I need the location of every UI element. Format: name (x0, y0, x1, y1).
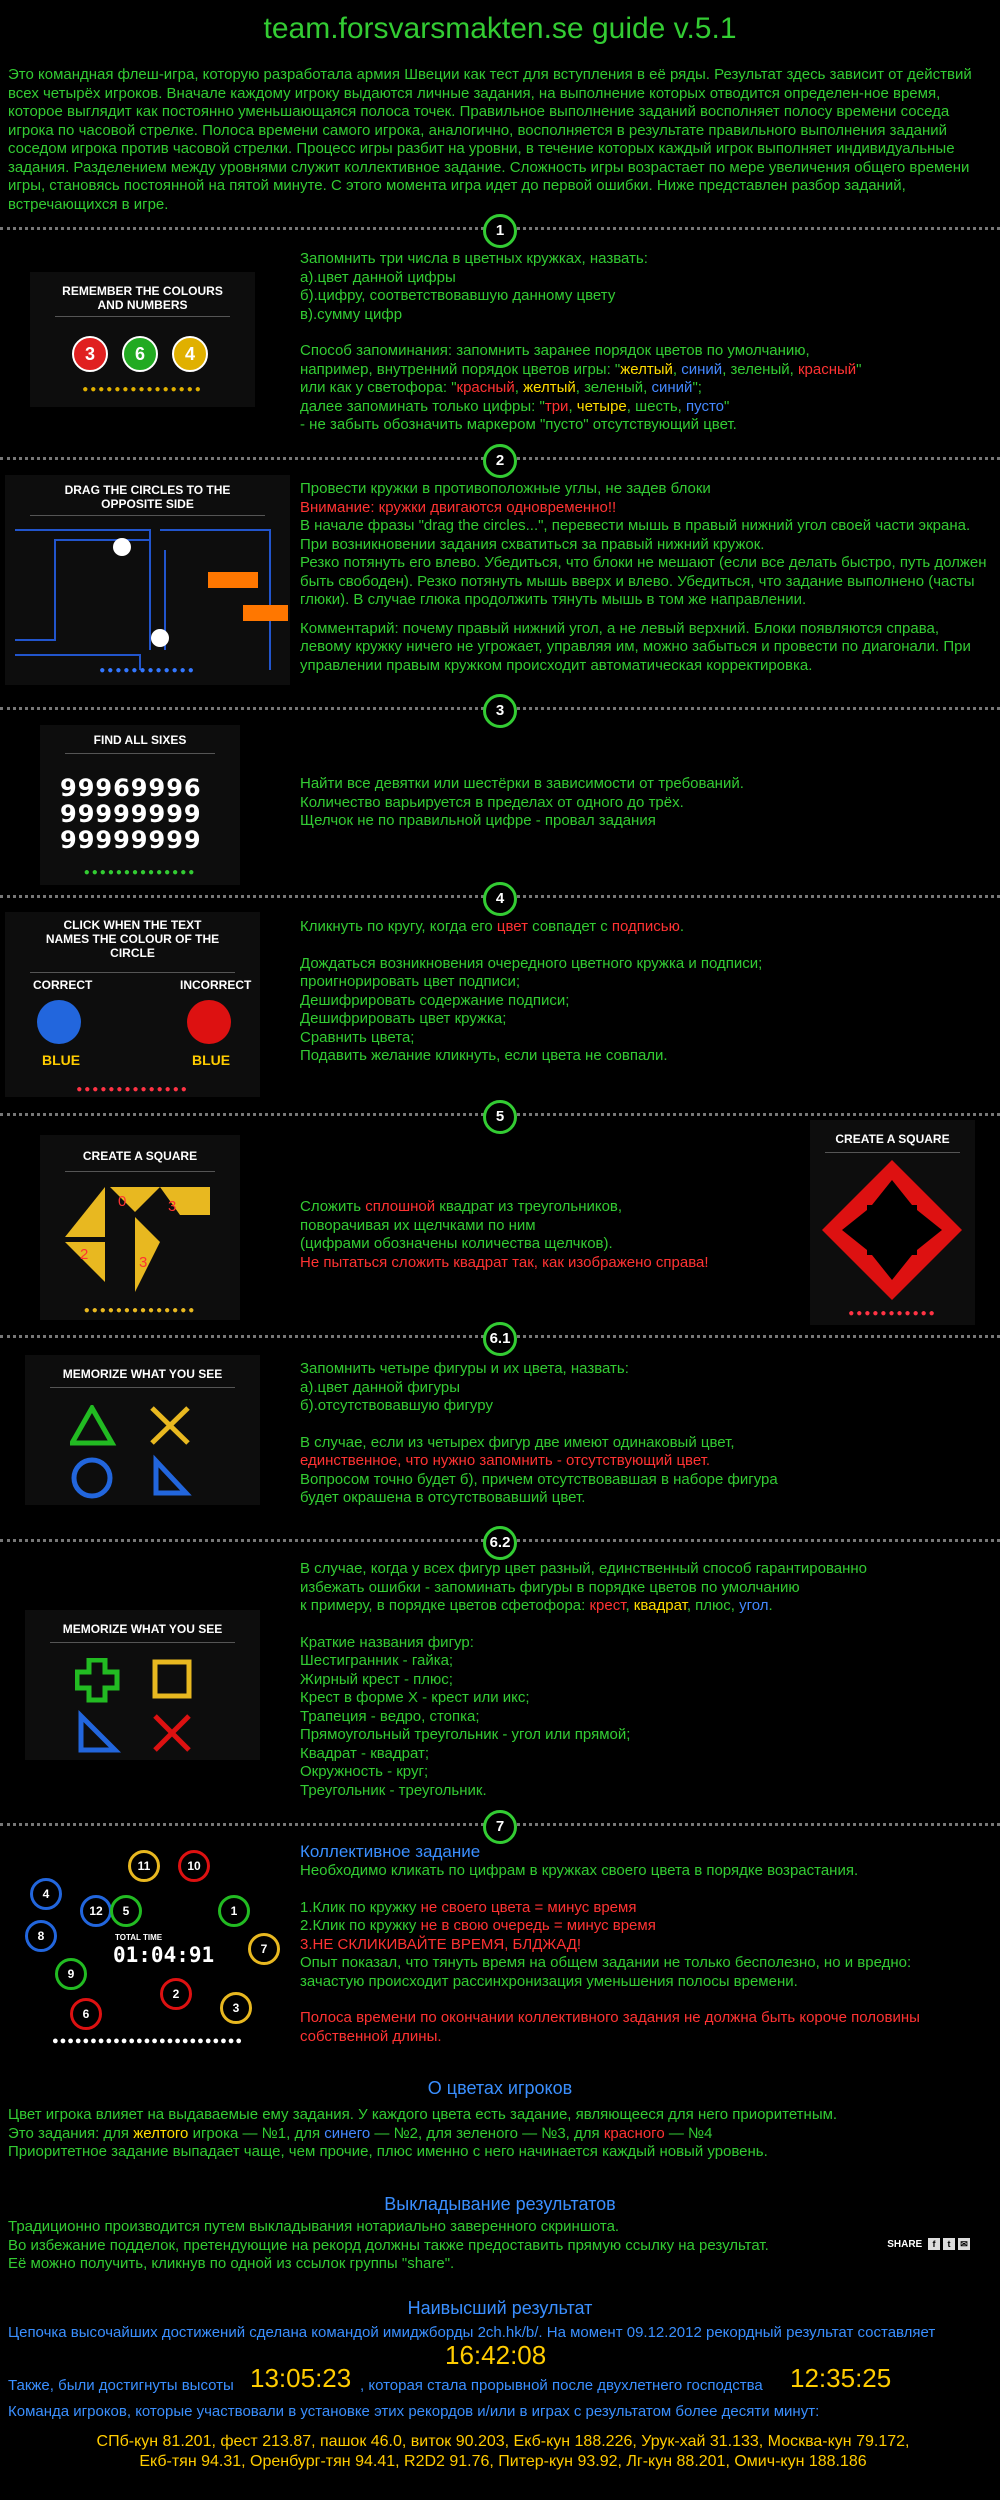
section-number: 2 (483, 444, 517, 478)
mail-icon: ✉ (958, 2238, 970, 2250)
section-3-text: Найти все девятки или шестёрки в зависимости от требований. Количество варьируется в пределах от одного до трёх. Щелчок не по правильной цифре - провал задания (300, 775, 744, 829)
red-circle: 3 (72, 336, 108, 372)
block (208, 572, 258, 588)
facebook-icon: f (928, 2238, 940, 2250)
time-bar: ●●●●●●●●●●●●●●●●●●●●●●●●● (51, 2035, 244, 2047)
collective-task-panel (5, 1840, 290, 2050)
maze-area[interactable] (5, 520, 290, 680)
section-number: 6.1 (483, 1322, 517, 1356)
bottom-circle (151, 629, 169, 647)
results-text: Традиционно производится путем выкладывания нотариально заверенного скриншота. Во избежание подделок, претендующие на рекорд должны также предоставить прямую ссылку на результат. Её можно получить, кликнув по одной из ссылок группы "share". (8, 2218, 769, 2272)
separator-4 (0, 882, 1000, 912)
svg-text:0: 0 (118, 1193, 127, 1210)
time-bar: ●●●●●●●●●●●● (99, 665, 196, 676)
task-panel-memorize-1 (25, 1355, 260, 1505)
time-bar: ●●●●●●●●●●●●●●● (82, 384, 203, 395)
number-circle[interactable]: 9 (55, 1958, 87, 1990)
section-5-text: Сложить сплошной квадрат из треугольников, поворачивая их щелчками по ним (цифрами обозначены количества щелчков). Не пытаться сложить квадрат так, как изображено справа! (300, 1198, 709, 1271)
total-time-value: 01:04:91 (113, 1943, 215, 1967)
intro-text: Это командная флеш-игра, которую разработала армия Швеции как тест для вступления в её ряды. Результат здесь зависит от действий всех четырёх игроков. Вначале каждому игроку выдаются личные задания, на выполнение которых отводится определен-ное время, которое выглядит как постоянно уменьшающаяся полоса точек. Правильное выполнение заданий восполняет полосу времени соседа игрока по часовой стрелке. Полоса времени самого игрока, аналогично, восполняется в результате правильного выполнения заданий соседом игрока против часовой стрелки. Процесс игры разбит на уровни, в течение которых каждый игрок выполняет индивидуальные задания. Разделением между уровнями служит коллективное задание. Сложность игры возрастает по мере увеличения общего времени игры, становясь постоянной на пятой минуте. С этого момента игра идет до первой ошибки. Ниже представлен разбор заданий, встречающихся в игре. (8, 66, 972, 213)
wrong-square-panel (810, 1120, 975, 1325)
page-title: team.forsvarsmakten.se guide v.5.1 (263, 12, 737, 45)
triangle-shape (72, 1408, 112, 1443)
record-time-1: 13:05:23 (250, 2363, 352, 2393)
number-circle[interactable]: 5 (110, 1895, 142, 1927)
number-circle[interactable]: 8 (25, 1920, 57, 1952)
top-circle (113, 538, 131, 556)
record-time-2: 12:35:25 (790, 2363, 892, 2393)
time-bar: ●●●●●●●●●●●●●● (83, 1305, 197, 1316)
colors-heading: О цветах игроков (427, 2078, 573, 2098)
number-circle[interactable]: 1 (218, 1895, 250, 1927)
team-list: СПб-кун 81.201, фест 213.87, пашок 46.0, виток 90.203, Екб-кун 188.226, Урук-хай 31.133, Москва-кун 79.172, Екб-тян 94.31, Оренбург-тян 94.41, R2D2 91.76, Питер-кун 93.92, Лг-кун 88.201, Омич-кун 188.186 (96, 2433, 910, 2470)
record-line-2a: Также, были достигнуты высоты (8, 2377, 234, 2394)
separator-1 (0, 214, 1000, 244)
best-time: 16:42:08 (445, 2340, 547, 2370)
blue-circle[interactable] (37, 1000, 81, 1044)
share-links[interactable]: SHARE f t ✉ (887, 2238, 970, 2250)
section-7-text: Коллективное задание Необходимо кликать по цифрам в кружках своего цвета в порядке возрастания. 1.Клик по кружку не своего цвета = минус время 2.Клик по кружку не в свою очередь = минус время 3.НЕ СКЛИКИВАЙТЕ ВРЕМЯ, БЛДЖАД! Опыт показал, что тянуть время на общем задании не только бесполезно, но и вредно: зачастую происходит рассинхронизация уменьшения полосы времени. Полоса времени по окончании коллективного задания не должна быть короче половины собственной длины. (300, 1842, 920, 2045)
section-number: 7 (483, 1810, 517, 1844)
number-circle[interactable]: 2 (160, 1978, 192, 2010)
correct-label: CORRECT (33, 978, 93, 992)
task-panel-memorize-2 (25, 1610, 260, 1760)
panel-title: DRAG THE CIRCLES TO THE OPPOSITE SIDE (64, 483, 231, 511)
task-panel-colours (30, 272, 255, 407)
time-bar: ●●●●●●●●●●● (848, 1308, 937, 1319)
panel-title: MEMORIZE WHAT YOU SEE (62, 1367, 223, 1381)
number-circle[interactable]: 4 (30, 1878, 62, 1910)
colors-text: Цвет игрока влияет на выдаваемые ему задания. У каждого цвета есть задание, являющееся для него приоритетным. Это задания: для желтого игрока — №1, для синего — №2, для зеленого — №3, для красного — №4 Приоритетное задание выпадает чаще, чем прочие, плюс именно с него начинается каждый новый уровень. (8, 2106, 838, 2160)
separator-3 (0, 694, 1000, 724)
panel-title: REMEMBER THE COLOURS AND NUMBERS (62, 284, 223, 312)
separator-6-2 (0, 1526, 1000, 1556)
caption-correct: BLUE (42, 1052, 81, 1068)
twitter-icon: t (943, 2238, 955, 2250)
triangle-puzzle[interactable] (65, 1187, 215, 1297)
svg-text:3: 3 (168, 1198, 177, 1215)
task-panel-colour-text (5, 912, 260, 1097)
number-circle[interactable]: 11 (128, 1850, 160, 1882)
separator-7 (0, 1810, 1000, 1840)
number-circle[interactable]: 6 (70, 1998, 102, 2030)
panel-title: CREATE A SQUARE (82, 1149, 198, 1163)
section-number: 5 (483, 1100, 517, 1134)
svg-text:2: 2 (80, 1246, 89, 1263)
total-time-label: TOTAL TIME (115, 1933, 163, 1942)
section-4-text: Кликнуть по кругу, когда его цвет совпадет с подписью. Дождаться возникновения очередного цветного кружка и подписи; проигнорировать цвет подписи; Дешифрировать содержание подписи; Дешифрировать цвет кружка; Сравнить цвета; Подавить желание кликнуть, если цвета не совпали. (300, 918, 763, 1064)
svg-text:3: 3 (139, 1254, 148, 1271)
results-heading: Выкладывание результатов (384, 2194, 616, 2214)
record-line-2b: , которая стала прорывной после двухлетнего господства (360, 2377, 763, 2394)
section-number: 1 (483, 214, 517, 248)
number-circle[interactable]: 7 (248, 1933, 280, 1965)
task-panel-square (40, 1135, 240, 1320)
caption-incorrect: BLUE (192, 1052, 231, 1068)
red-circle[interactable] (187, 1000, 231, 1044)
panel-title: MEMORIZE WHAT YOU SEE (62, 1622, 223, 1636)
number-circle[interactable]: 12 (80, 1895, 112, 1927)
panel-title: FIND ALL SIXES (93, 733, 187, 747)
section-number: 3 (483, 694, 517, 728)
record-line-1: Цепочка высочайших достижений сделана командой имиджборды 2ch.hk/b/. На момент 09.12.2012 рекордный результат составляет (8, 2324, 936, 2341)
task-panel-drag (5, 475, 290, 685)
section-6-1-text: Запомнить четыре фигуры и их цвета, назвать: а).цвет данной фигуры б).отсутствовавшую фигуру В случае, если из четырех фигур две имеют одинаковый цвет, единственное, что нужно запомнить - отсутствующий цвет. Вопросом точно будет б), причем отсутствовавшая в наборе фигура будет окрашена в отсутствовавший цвет. (300, 1360, 778, 1506)
digit-grid[interactable]: 99969996 99999999 99999999 (60, 774, 202, 854)
panel-title: CREATE A SQUARE (835, 1132, 950, 1146)
green-circle: 6 (122, 336, 158, 372)
section-2-text: Провести кружки в противоположные углы, не задев блоки Внимание: кружки двигаются одновременно!! В начале фразы "drag the circles...", перевести мышь в правый нижний угол своей части экрана. При возникновении задания схватиться за правый нижний кружок. Резко потянуть его влево. Убедиться, что блоки не мешают (если все делать быстро, путь должен быть свободен). Резко потянуть мышь вверх и влево. Убедиться, что задание выполнено (часты глюки). В случае глюка продолжить тянуть мышь в том же направлении. Комментарий: почему правый нижний угол, а не левый верхний. Блоки появляются справа, левому кружку ничего не угрожает, управляя им, можно забыться и провести по диагонали. При управлении правым кружком происходит автоматическая корректировка. (300, 480, 987, 674)
yellow-circle: 4 (172, 336, 208, 372)
incorrect-label: INCORRECT (180, 978, 252, 992)
time-bar: ●●●●●●●●●●●●●● (83, 867, 197, 878)
block (243, 605, 288, 621)
section-number: 6.2 (483, 1526, 517, 1560)
section-number: 4 (483, 882, 517, 916)
panel-title: CLICK WHEN THE TEXT NAMES THE COLOUR OF THE CIRCLE (45, 918, 220, 960)
wrong-square (820, 1158, 965, 1303)
shapes-grid (70, 1405, 220, 1500)
number-circle[interactable]: 3 (220, 1992, 252, 2024)
record-line-3: Команда игроков, которые участвовали в установке этих рекордов и/или в играх с результатом более десяти минут: (8, 2403, 820, 2420)
time-bar: ●●●●●●●●●●●●●● (76, 1084, 189, 1095)
record-heading: Наивысший результат (407, 2298, 593, 2318)
task-panel-sixes (40, 725, 240, 885)
shapes-grid (75, 1658, 225, 1758)
separator-2 (0, 444, 1000, 474)
number-circle[interactable]: 10 (178, 1850, 210, 1882)
section-1-text: Запомнить три числа в цветных кружках, назвать: а).цвет данной цифры б).цифру, соответствовавшую данному цвету в).сумму цифр Способ запоминания: запомнить заранее порядок цветов по умолчанию, например, внутренний порядок цветов игры: "желтый, синий, зеленый, красный" или как у светофора: "красный, желтый, зеленый, синий"; далее запоминать только цифры: "три, четыре, шесть, пусто" - не забыть обозначить маркером "пусто" отсутствующий цвет. (300, 250, 862, 433)
separator-6-1 (0, 1322, 1000, 1352)
section-6-2-text: В случае, когда у всех фигур цвет разный, единственный способ гарантированно избежать ошибки - запоминать фигуры в порядке цветов по умолчанию к примеру, в порядке цветов сфетофора: крест, квадрат, плюс, угол. Краткие названия фигур: Шестигранник - гайка; Жирный крест - плюс; Крест в форме Х - крест или икс; Трапеция - ведро, стопка; Прямоугольный треугольник - угол или прямой; Квадрат - квадрат; Окружность - круг; Треугольник - треугольник. (300, 1560, 868, 1799)
